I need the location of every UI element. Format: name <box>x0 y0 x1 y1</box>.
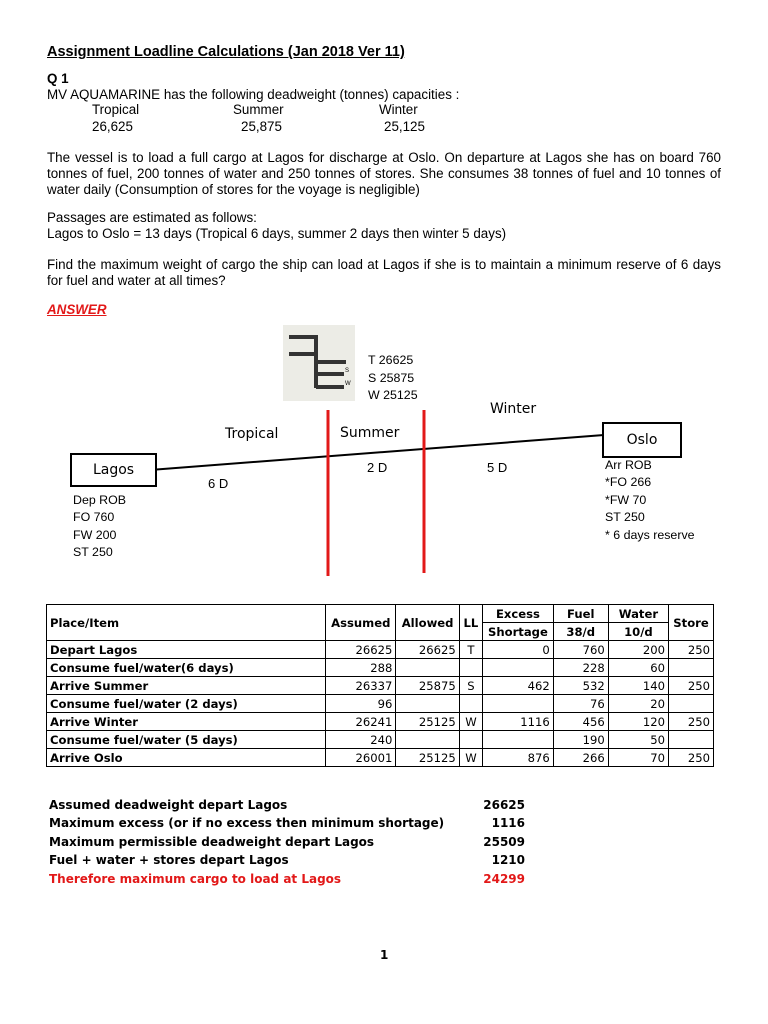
table-cell <box>483 659 554 677</box>
table-row <box>47 731 714 749</box>
table-cell: 60 <box>608 659 668 677</box>
table-cell: 140 <box>608 677 668 695</box>
port-lagos-box <box>70 453 157 487</box>
table-cell: 250 <box>669 641 714 659</box>
port-lagos-label: Lagos <box>92 462 135 478</box>
table-row <box>47 659 714 677</box>
vessel-paragraph: The vessel is to load a full cargo at Lagos for discharge at Oslo. On departure at Lagos she has on board 760 tonnes of fuel, 200 tonnes of water and 250 tonnes of stores. She consumes 38 tonnes of fuel and 10 tonnes of water daily (Consumption of stores for the voyage is negligible) <box>47 150 721 197</box>
table-row <box>47 695 714 713</box>
table-cell: S <box>459 677 482 695</box>
table-cell: 20 <box>608 695 668 713</box>
table-cell: 96 <box>326 695 396 713</box>
table-cell: 25125 <box>396 713 459 731</box>
header-water: Water <box>608 605 668 623</box>
header-excess: Excess <box>483 605 554 623</box>
table-cell: 228 <box>553 659 608 677</box>
table-row <box>47 677 714 695</box>
summary-label: Therefore maximum cargo to load at Lagos <box>49 871 342 886</box>
capacity-header-winter: Winter <box>379 102 418 117</box>
port-oslo-box <box>602 422 682 458</box>
header-fuel: Fuel <box>553 605 608 623</box>
passages-text: Lagos to Oslo = 13 days (Tropical 6 days, summer 2 days then winter 5 days) <box>47 226 507 241</box>
table-cell: 190 <box>553 731 608 749</box>
zone-label-winter: Winter <box>490 401 537 417</box>
departure-rob-fuel: FO 760 <box>73 510 115 525</box>
table-cell: Arrive Oslo <box>47 749 326 767</box>
header-water-rate: 10/d <box>608 623 668 641</box>
table-cell: Consume fuel/water (2 days) <box>47 695 326 713</box>
header-allowed: Allowed <box>396 605 459 641</box>
mark-tropical: T 26625 <box>368 353 414 367</box>
table-cell: 120 <box>608 713 668 731</box>
capacity-value-tropical: 26,625 <box>92 119 133 134</box>
table-cell: 288 <box>326 659 396 677</box>
summary-label: Maximum permissible deadweight depart Lagos <box>49 834 375 849</box>
table-cell: Consume fuel/water (5 days) <box>47 731 326 749</box>
table-cell <box>396 659 459 677</box>
capacity-value-summer: 25,875 <box>241 119 282 134</box>
summary-value: 24299 <box>483 871 525 886</box>
table-cell <box>669 731 714 749</box>
mark-letter-w: W <box>345 381 351 387</box>
capacity-value-winter: 25,125 <box>384 119 425 134</box>
zone-label-tropical: Tropical <box>225 426 279 442</box>
intro-text: MV AQUAMARINE has the following deadweight (tonnes) capacities : <box>47 87 460 102</box>
table-cell: 26337 <box>326 677 396 695</box>
summary-row <box>49 870 525 888</box>
table-cell <box>669 659 714 677</box>
table-cell <box>396 731 459 749</box>
table-cell: 26625 <box>326 641 396 659</box>
header-assumed: Assumed <box>326 605 396 641</box>
table-cell: 26241 <box>326 713 396 731</box>
departure-rob-heading: Dep ROB <box>73 493 127 507</box>
table-cell <box>459 659 482 677</box>
table-cell <box>459 731 482 749</box>
arrival-rob-fuel: *FO 266 <box>605 475 652 490</box>
table-cell <box>669 695 714 713</box>
passages-heading: Passages are estimated as follows: <box>47 210 257 225</box>
departure-rob-stores: ST 250 <box>73 545 113 560</box>
table-row <box>47 749 714 767</box>
page-number: 1 <box>380 948 389 962</box>
departure-rob-water: FW 200 <box>73 527 117 542</box>
table-cell: Arrive Summer <box>47 677 326 695</box>
table-row <box>47 641 714 659</box>
table-cell: Depart Lagos <box>47 641 326 659</box>
table-cell: 266 <box>553 749 608 767</box>
table-cell: 250 <box>669 677 714 695</box>
departure-rob-list <box>73 492 126 562</box>
summary-label: Fuel + water + stores depart Lagos <box>49 853 289 868</box>
table-body <box>47 641 714 767</box>
summary-value: 26625 <box>483 798 525 812</box>
table-cell: Arrive Winter <box>47 713 326 731</box>
table-cell: 250 <box>669 749 714 767</box>
port-oslo-label: Oslo <box>626 432 658 448</box>
table-cell: T <box>459 641 482 659</box>
summary-label: Assumed deadweight depart Lagos <box>49 798 288 812</box>
table-cell: W <box>459 713 482 731</box>
table-row <box>47 713 714 731</box>
header-place: Place/Item <box>47 605 326 641</box>
zone-label-summer: Summer <box>340 425 400 441</box>
capacity-header-summer: Summer <box>233 102 284 117</box>
mark-winter: W 25125 <box>368 388 418 402</box>
table-cell: 25125 <box>396 749 459 767</box>
arrival-rob-heading: Arr ROB <box>605 458 652 472</box>
header-ll: LL <box>459 605 482 641</box>
table-cell: 240 <box>326 731 396 749</box>
table-cell: 0 <box>483 641 554 659</box>
arrival-rob-water: *FW 70 <box>605 492 647 507</box>
table-cell: 76 <box>553 695 608 713</box>
capacity-header-tropical: Tropical <box>92 102 140 117</box>
arrival-rob-stores: ST 250 <box>605 510 645 525</box>
table-cell: 532 <box>553 677 608 695</box>
table-cell: 250 <box>669 713 714 731</box>
mark-letter-s: S <box>345 368 350 374</box>
table-cell: 462 <box>483 677 554 695</box>
document-title: Assignment Loadline Calculations (Jan 2018 Ver 11) <box>47 44 405 60</box>
table-cell <box>483 731 554 749</box>
table-cell: 1116 <box>483 713 554 731</box>
table-cell: 200 <box>608 641 668 659</box>
arrival-rob-list <box>605 457 695 544</box>
header-shortage: Shortage <box>483 623 554 641</box>
question-text: Find the maximum weight of cargo the ship can load at Lagos if she is to maintain a minimum reserve of 6 days for fuel and water at all times? <box>47 257 721 288</box>
days-winter: 5 D <box>487 460 508 475</box>
table-cell: 456 <box>553 713 608 731</box>
summary-block <box>49 796 525 888</box>
summary-value: 1210 <box>491 853 525 868</box>
table-cell <box>396 695 459 713</box>
table-cell: 50 <box>608 731 668 749</box>
table-cell <box>483 695 554 713</box>
table-cell: 25875 <box>396 677 459 695</box>
summary-row <box>49 796 525 814</box>
mark-summer: S 25875 <box>368 371 415 385</box>
summary-row <box>49 851 525 869</box>
table-cell: W <box>459 749 482 767</box>
summary-value: 1116 <box>491 816 525 831</box>
summary-value: 25509 <box>483 834 525 849</box>
loadline-table <box>46 604 714 767</box>
table-cell: 876 <box>483 749 554 767</box>
table-cell <box>459 695 482 713</box>
header-store: Store <box>669 605 714 641</box>
answer-label: ANSWER <box>47 302 107 317</box>
arrival-rob-reserve-note: * 6 days reserve <box>605 527 695 542</box>
table-cell: 70 <box>608 749 668 767</box>
table-header-row <box>47 605 714 623</box>
table-cell: 26625 <box>396 641 459 659</box>
table-cell: Consume fuel/water(6 days) <box>47 659 326 677</box>
summary-row <box>49 814 525 832</box>
days-tropical: 6 D <box>208 476 229 491</box>
question-label: Q 1 <box>47 71 69 86</box>
table-cell: 26001 <box>326 749 396 767</box>
header-fuel-rate: 38/d <box>553 623 608 641</box>
days-summer: 2 D <box>367 460 388 475</box>
table-cell: 760 <box>553 641 608 659</box>
summary-row <box>49 833 525 851</box>
summary-label: Maximum excess (or if no excess then minimum shortage) <box>49 816 445 831</box>
